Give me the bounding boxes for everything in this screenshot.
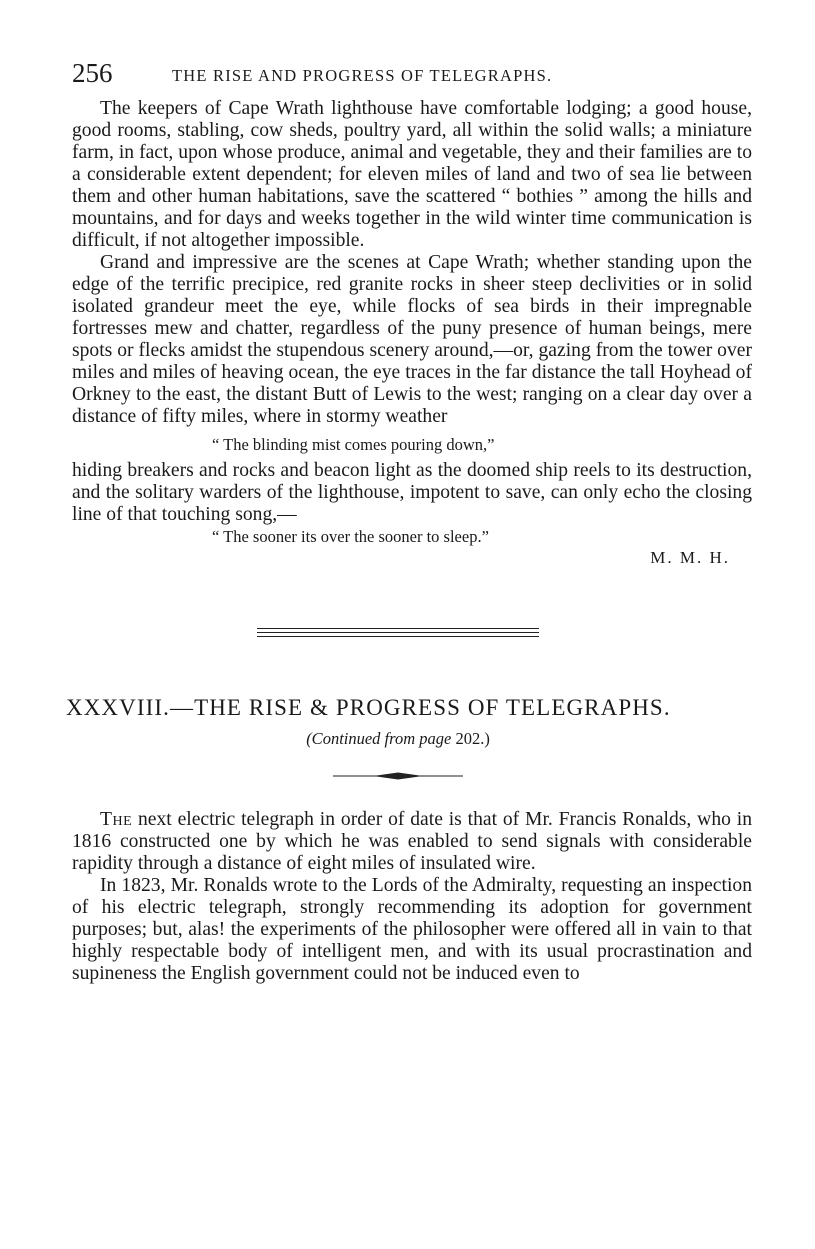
poem-quote-1: “ The blinding mist comes pouring down,” — [212, 435, 495, 454]
running-head — [72, 58, 752, 98]
page-number: 256 — [72, 58, 113, 88]
section-divider — [257, 628, 539, 637]
page — [66, 58, 752, 985]
continued-page: 202.) — [455, 729, 490, 748]
cape-wrath-paragraph-1: The keepers of Cape Wrath lighthouse have comfortable lodging; a good house, good rooms, stabling, cow sheds, poultry yard, all within the solid walls; a miniature farm, in fact, upon whose produce, animal and vegetable, they and their families are to a considerable extent dependent; for eleven miles of land and two of sea lie between them and other human habitations, save the scattered “ bothies ” among the hills and mountains, and for days and weeks together in the wild winter time communication is difficult, if not altogether impossible. — [72, 98, 752, 251]
telegraph-paragraph-1-text: next electric telegraph in order of date is that of Mr. Francis Ronalds, who in 1816 constructed one by which he was enabled to send signals with considerable rapidity through a distance of eight miles of insulated wire. — [72, 809, 752, 874]
continued-prefix: (Continued from page — [306, 729, 452, 748]
ornament-divider-icon — [333, 769, 463, 783]
lead-word: The — [100, 809, 133, 830]
continued-note — [58, 729, 738, 749]
author-signature: M. M. H. — [650, 548, 730, 567]
running-title: THE RISE AND PROGRESS OF TELEGRAPHS. — [172, 66, 553, 85]
telegraph-paragraph-1 — [72, 809, 752, 875]
section-heading: XXXVIII.—THE RISE & PROGRESS OF TELEGRAPHS. — [66, 695, 671, 720]
cape-wrath-paragraph-2: Grand and impressive are the scenes at Cape Wrath; whether standing upon the edge of the terrific precipice, red granite rocks in sheer steep declivities or in solid isolated grandeur meet the eye, while flocks of sea birds in their impregnable fortresses mew and chatter, regardless of the puny presence of human beings, mere spots or flecks amidst the stupendous scenery around,—or, gazing from the tower over miles and miles of heaving ocean, the eye traces in the far distance the tall Hoyhead of Orkney to the east, the distant Butt of Lewis to the west; ranging on a clear day over a distance of fifty miles, where in stormy weather — [72, 252, 752, 427]
cape-wrath-paragraph-3: hiding breakers and rocks and beacon light as the doomed ship reels to its destruction, and the solitary warders of the lighthouse, impotent to save, can only echo the closing line of that touching song,— — [72, 460, 752, 525]
telegraph-paragraph-2: In 1823, Mr. Ronalds wrote to the Lords of the Admiralty, requesting an inspection of his electric telegraph, strongly recommending its adoption for government purposes; but, alas! the experiments of the philosopher were offered all in vain to that highly respectable body of intelligent men, and with its usual procrastination and supineness the English government could not be induced even to — [72, 875, 752, 984]
poem-quote-2: “ The sooner its over the sooner to sleep.” — [212, 527, 489, 546]
